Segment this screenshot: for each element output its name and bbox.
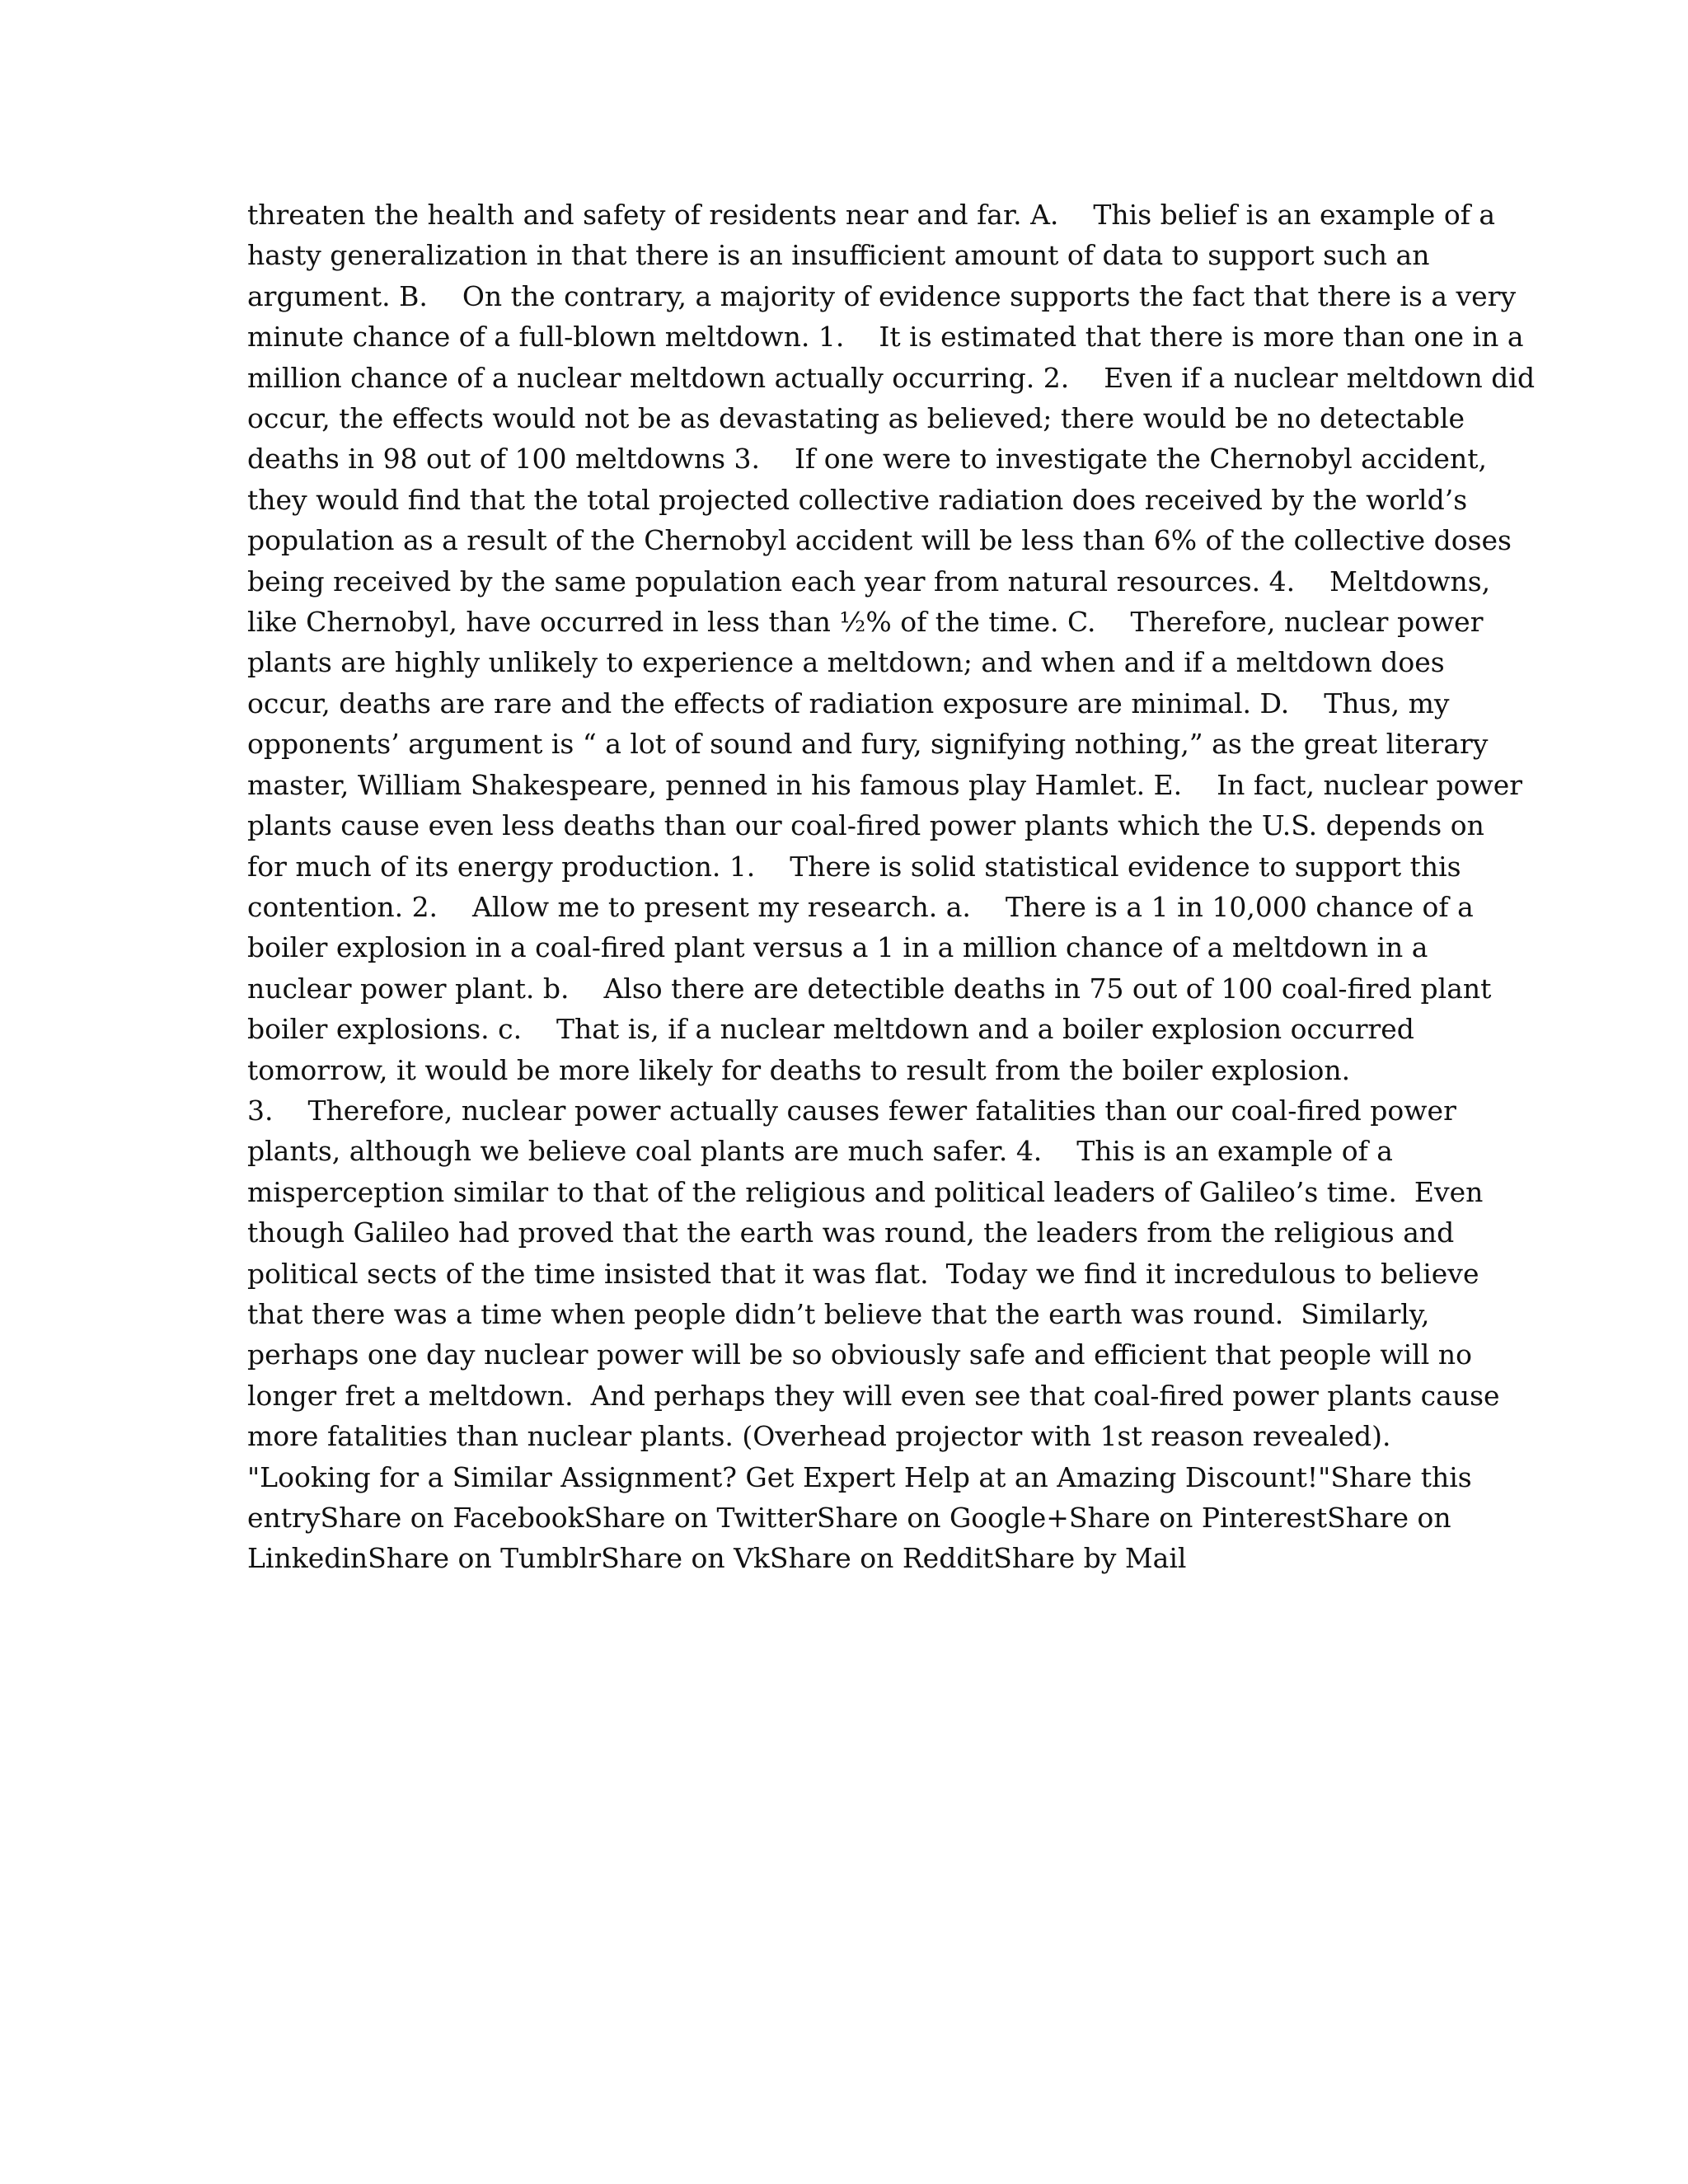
text-line: misperception similar to that of the religious and political leaders of Galileo’s time. Even [247, 1175, 1484, 1208]
text-line: occur, deaths are rare and the effects of radiation exposure are minimal. D. Thus, my [247, 687, 1450, 719]
text-line: argument. B. On the contrary, a majority of evidence supports the fact that there is a very [247, 279, 1517, 312]
text-line: for much of its energy production. 1. There is solid statistical evidence to support this [247, 850, 1461, 883]
share-links-line: entryShare on FacebookShare on TwitterShare on Google+Share on PinterestShare on [247, 1502, 1451, 1534]
text-line: like Chernobyl, have occurred in less than ½% of the time. C. Therefore, nuclear power [247, 606, 1484, 639]
text-line: being received by the same population each year from natural resources. 4. Meltdowns, [247, 565, 1491, 598]
text-line: million chance of a nuclear meltdown actually occurring. 2. Even if a nuclear meltdown did [247, 361, 1536, 394]
text-line: deaths in 98 out of 100 meltdowns 3. If one were to investigate the Chernobyl accident, [247, 443, 1487, 476]
text-line: nuclear power plant. b. Also there are detectible deaths in 75 out of 100 coal-fired plant [247, 972, 1492, 1005]
text-line: they would find that the total projected collective radiation does received by the world’s [247, 483, 1468, 516]
text-line: that there was a time when people didn’t believe that the earth was round. Similarly, [247, 1297, 1430, 1330]
share-promo-line: "Looking for a Similar Assignment? Get Expert Help at an Amazing Discount!"Share this [247, 1460, 1472, 1493]
text-line: longer fret a meltdown. And perhaps they will even see that coal-fired power plants cause [247, 1379, 1500, 1412]
text-line: master, William Shakespeare, penned in his famous play Hamlet. E. In fact, nuclear power [247, 768, 1523, 801]
text-line: threaten the health and safety of residents near and far. A. This belief is an example of a [247, 199, 1496, 231]
text-line: though Galileo had proved that the earth was round, the leaders from the religious and [247, 1216, 1455, 1249]
text-line: boiler explosion in a coal-fired plant versus a 1 in a million chance of a meltdown in a [247, 931, 1428, 964]
body-text [247, 194, 1536, 1579]
text-line: minute chance of a full-blown meltdown. 1. It is estimated that there is more than one in a [247, 321, 1524, 354]
text-line: more fatalities than nuclear plants. (Overhead projector with 1st reason revealed). [247, 1420, 1391, 1453]
text-line: tomorrow, it would be more likely for deaths to result from the boiler explosion. [247, 1053, 1351, 1086]
text-line: plants are highly unlikely to experience a meltdown; and when and if a meltdown does [247, 646, 1445, 679]
text-line: political sects of the time insisted that it was flat. Today we find it incredulous to believe [247, 1257, 1479, 1290]
text-line: opponents’ argument is “ a lot of sound and fury, signifying nothing,” as the great literary [247, 728, 1489, 761]
text-line: hasty generalization in that there is an insufficient amount of data to support such an [247, 239, 1430, 272]
text-line: perhaps one day nuclear power will be so obviously safe and efficient that people will no [247, 1338, 1472, 1371]
text-line: occur, the effects would not be as devastating as believed; there would be no detectable [247, 402, 1465, 435]
text-line: plants cause even less deaths than our coal-fired power plants which the U.S. depends on [247, 809, 1484, 842]
text-line: plants, although we believe coal plants are much safer. 4. This is an example of a [247, 1135, 1393, 1168]
text-line: 3. Therefore, nuclear power actually causes fewer fatalities than our coal-fired power [247, 1094, 1456, 1127]
text-line: population as a result of the Chernobyl accident will be less than 6% of the collective doses [247, 524, 1512, 557]
text-line: boiler explosions. c. That is, if a nuclear meltdown and a boiler explosion occurred [247, 1013, 1414, 1046]
text-line: contention. 2. Allow me to present my research. a. There is a 1 in 10,000 chance of a [247, 890, 1474, 923]
share-links-line: LinkedinShare on TumblrShare on VkShare on RedditShare by Mail [247, 1542, 1187, 1575]
